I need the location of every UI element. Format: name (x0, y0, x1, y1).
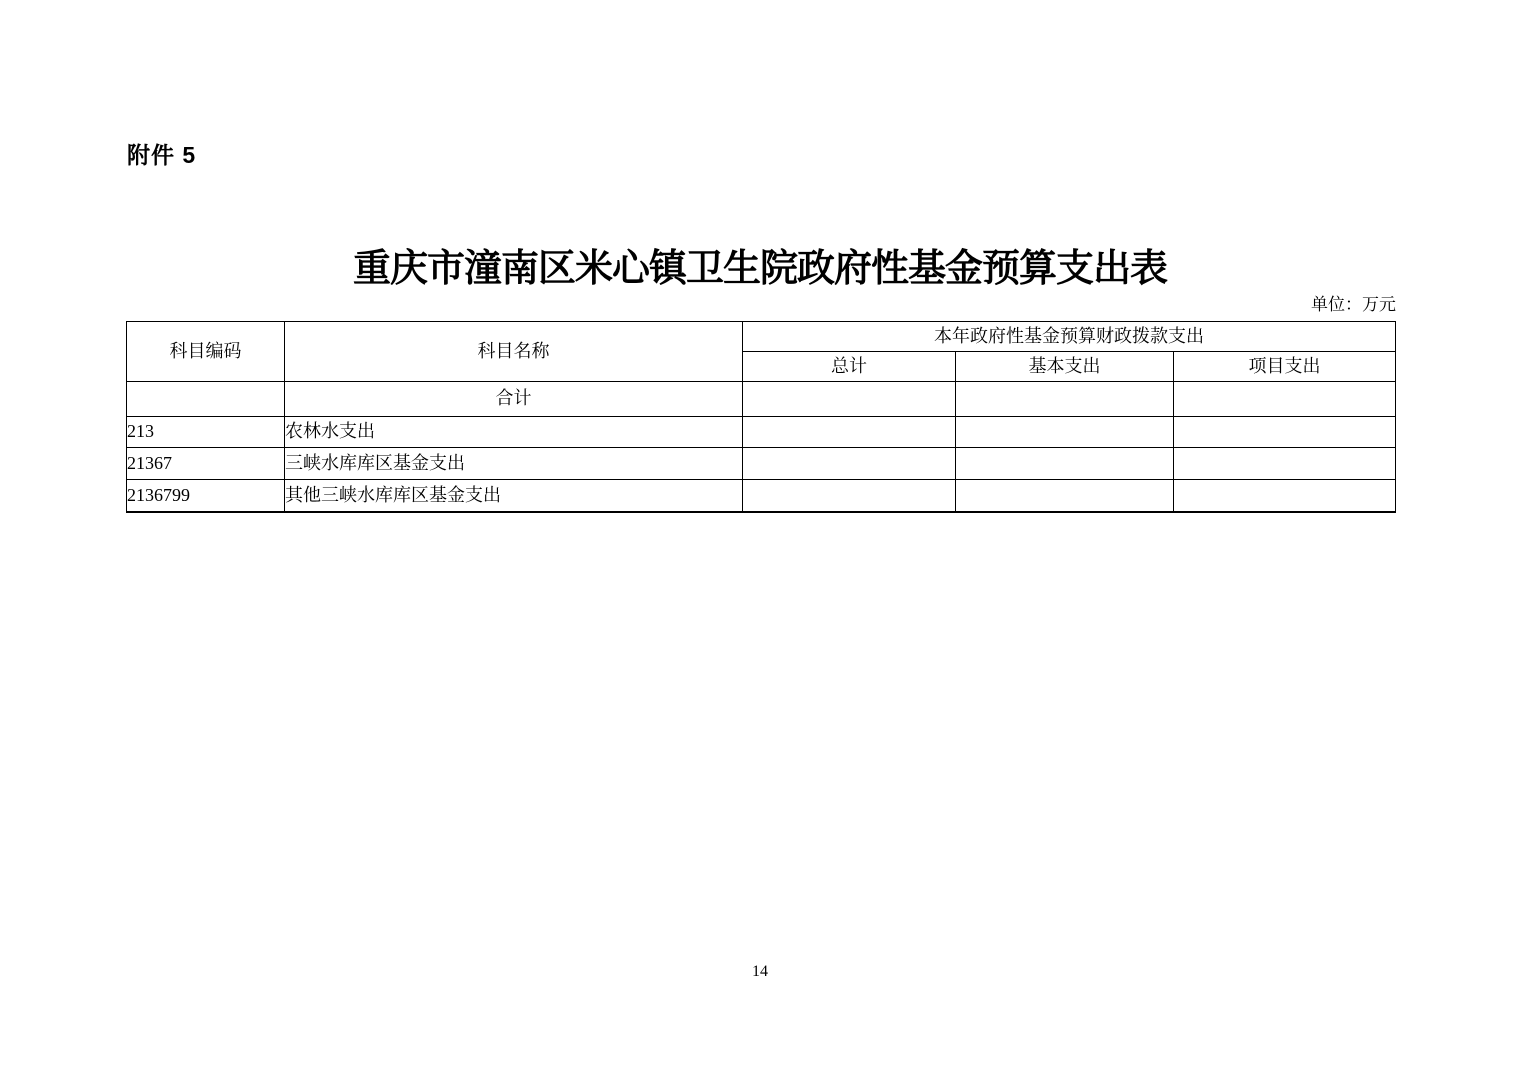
name-cell: 农林水支出 (285, 417, 743, 448)
code-cell: 21367 (127, 448, 285, 480)
page-number: 14 (752, 963, 768, 980)
code-cell (127, 382, 285, 417)
name-cell: 其他三峡水库库区基金支出 (285, 480, 743, 513)
code-cell: 2136799 (127, 480, 285, 513)
table-row (127, 382, 1396, 417)
project-cell (1174, 448, 1396, 480)
header-subject-code: 科目编码 (127, 322, 285, 382)
project-cell (1174, 480, 1396, 513)
page-title: 重庆市潼南区米心镇卫生院政府性基金预算支出表 (352, 248, 1167, 290)
basic-cell (956, 480, 1174, 513)
header-project-expenditure: 项目支出 (1174, 352, 1396, 382)
name-cell: 三峡水库库区基金支出 (285, 448, 743, 480)
attachment-label: 附件 5 (127, 142, 197, 168)
total-cell (743, 480, 956, 513)
header-total: 总计 (743, 352, 956, 382)
project-cell (1174, 417, 1396, 448)
basic-cell (956, 448, 1174, 480)
name-cell: 合计 (285, 382, 743, 417)
budget-table (126, 321, 1396, 513)
table-row (127, 417, 1396, 448)
header-basic-expenditure: 基本支出 (956, 352, 1174, 382)
total-cell (743, 448, 956, 480)
table-row (127, 448, 1396, 480)
table-row (127, 480, 1396, 513)
header-subject-name: 科目名称 (285, 322, 743, 382)
unit-note: 单位：万元 (1311, 295, 1396, 314)
code-cell: 213 (127, 417, 285, 448)
header-fund-expenditure-group: 本年政府性基金预算财政拨款支出 (743, 322, 1396, 352)
basic-cell (956, 417, 1174, 448)
total-cell (743, 382, 956, 417)
basic-cell (956, 382, 1174, 417)
project-cell (1174, 382, 1396, 417)
table-header-row-group (127, 322, 1396, 352)
total-cell (743, 417, 956, 448)
